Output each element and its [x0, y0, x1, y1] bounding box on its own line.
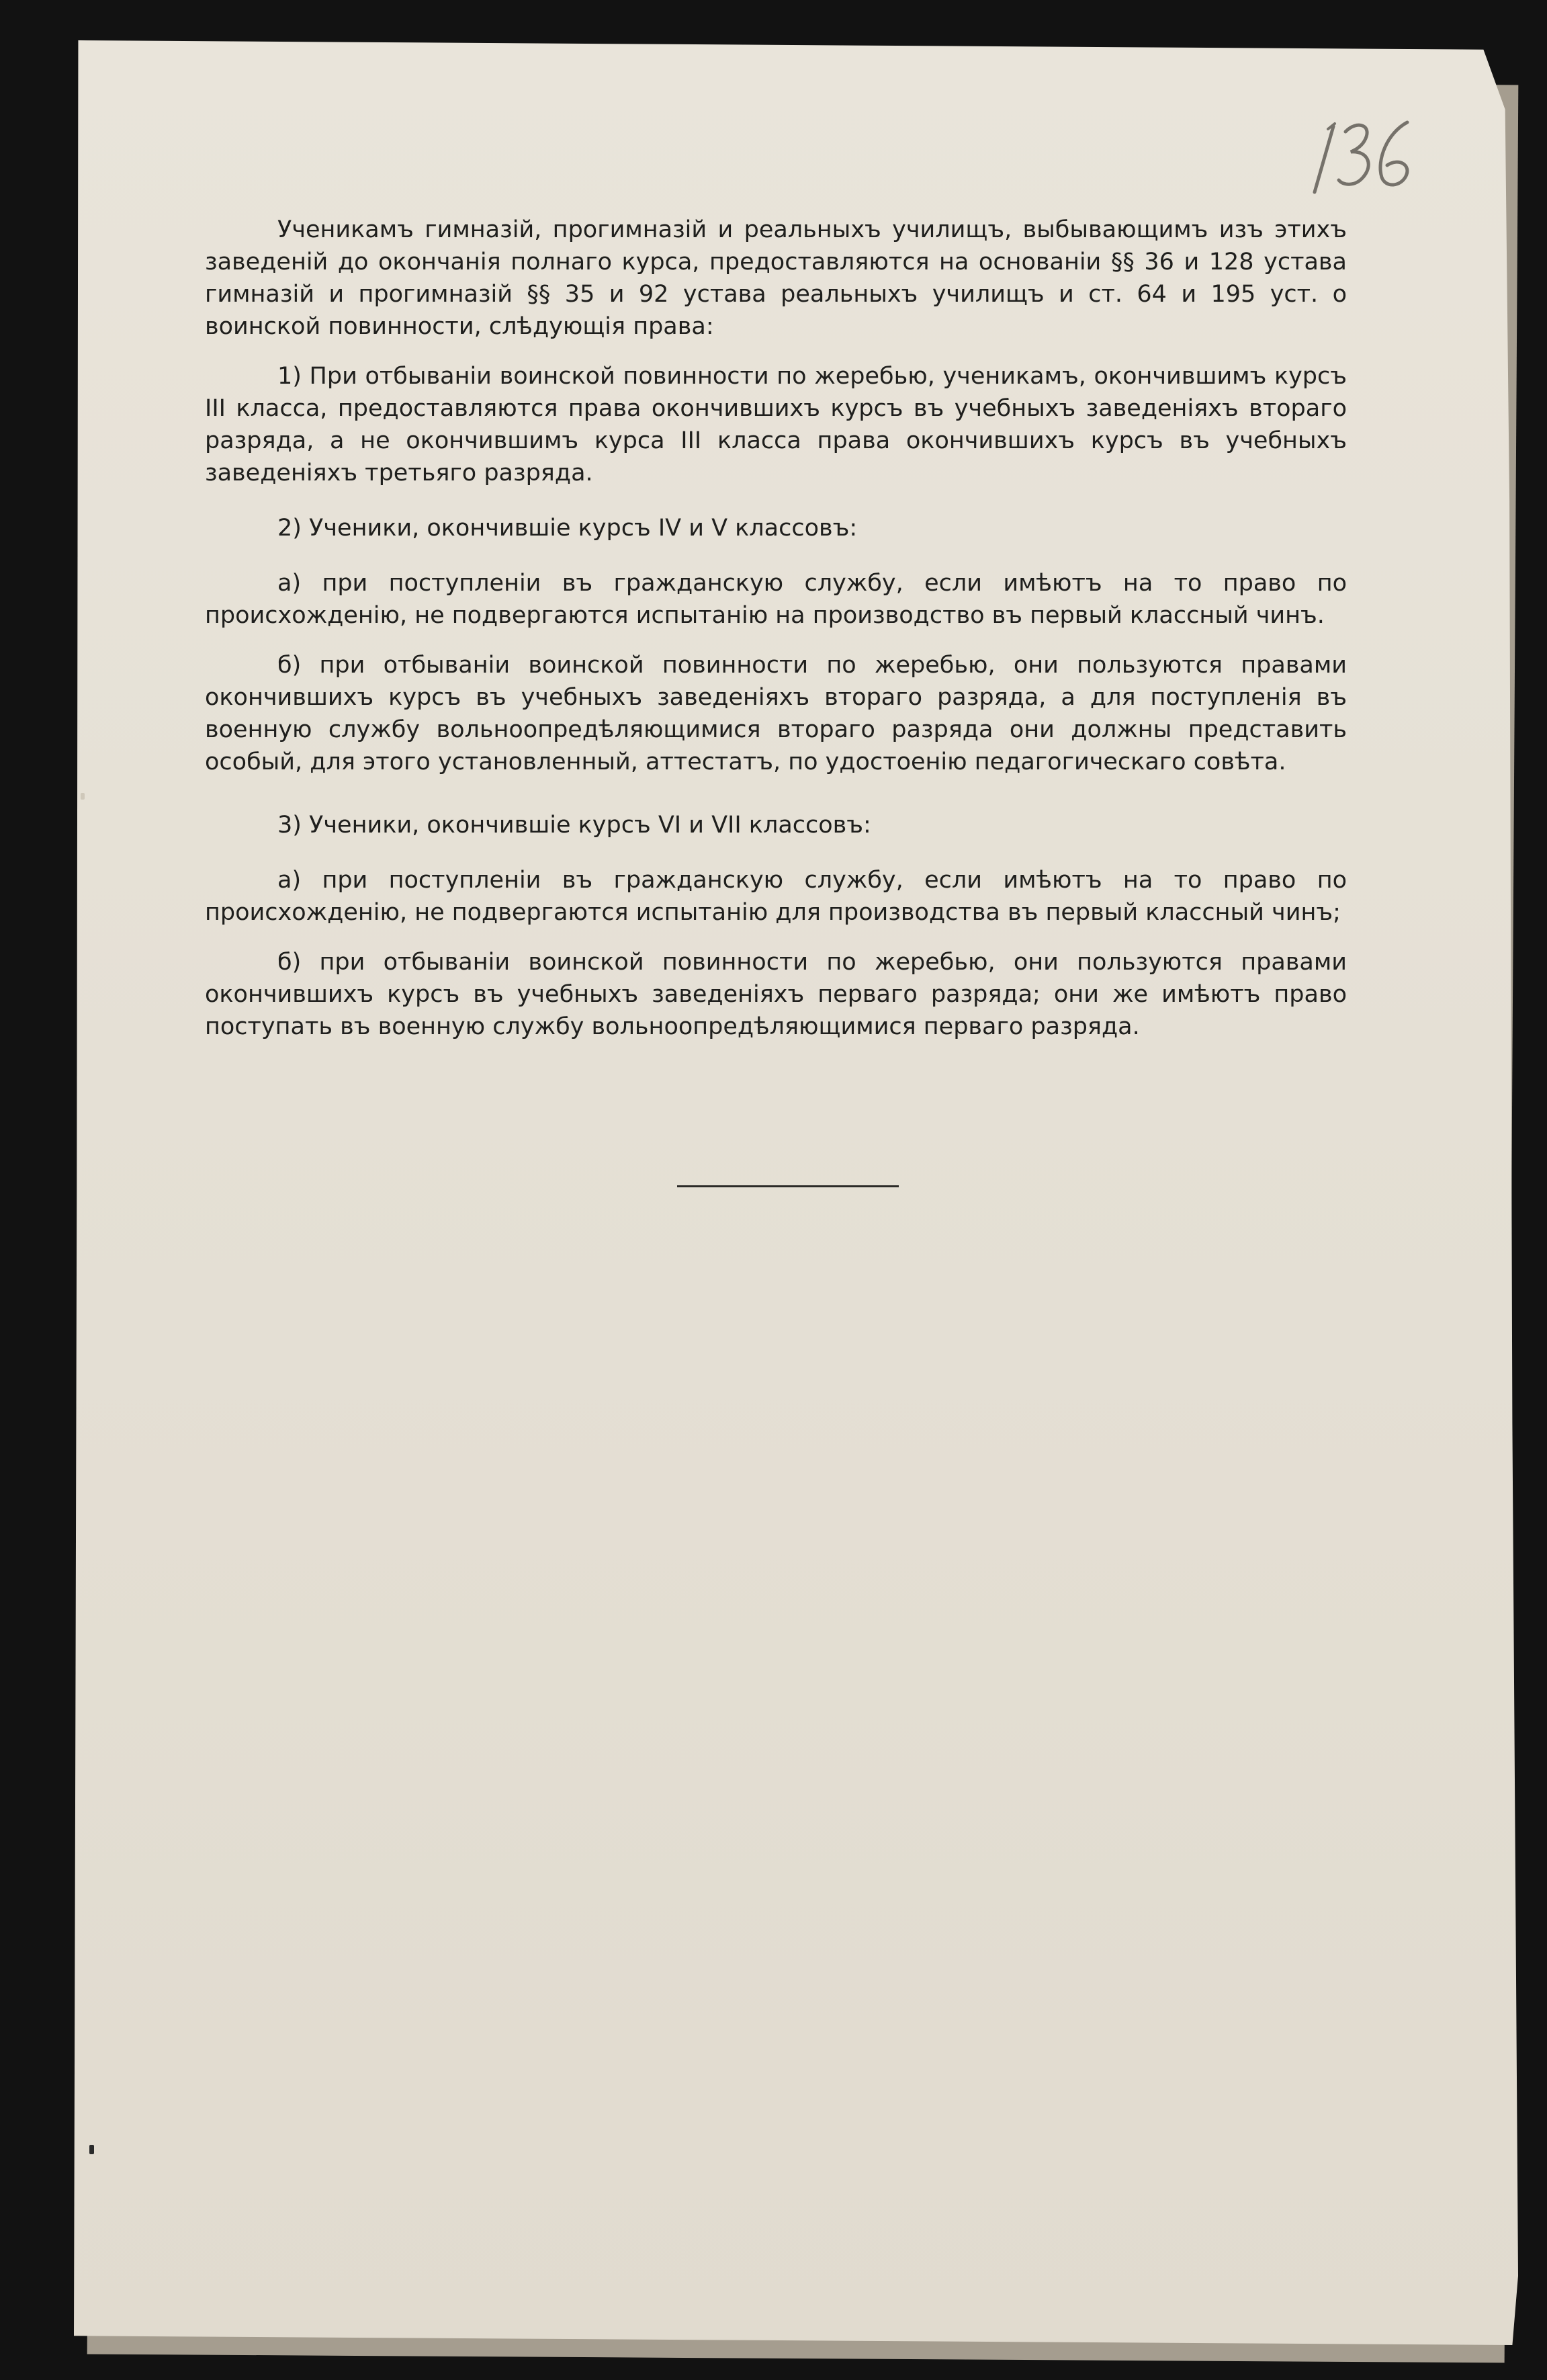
- handwritten-folio-drawing: [1307, 113, 1421, 200]
- closing-rule: [677, 1185, 899, 1187]
- item-3a-paragraph: а) при поступленіи въ гражданскую службу, если имѣютъ на то право по происхожденію, не подвергаются испытанію для производства въ первый классный чинъ;: [205, 867, 1347, 926]
- item-2a-paragraph: а) при поступленіи въ гражданскую службу, если имѣютъ на то право по происхожденію, не подвергаются испытанію на производство въ первый классный чинъ.: [205, 570, 1347, 629]
- paper-speck: [89, 2145, 94, 2154]
- item-1-paragraph: 1) При отбываніи воинской повинности по жеребью, ученикамъ, окончившимъ курсъ III класса, предоставляются права окончившихъ курсъ въ учебныхъ заведеніяхъ втораго разряда, а не окончившимъ курса III класса права окончившихъ курсъ въ учебныхъ заведеніяхъ третьяго разряда.: [205, 363, 1347, 486]
- intro-paragraph: Ученикамъ гимназій, прогимназій и реальныхъ училищъ, выбывающимъ изъ этихъ заведеній до окончанія полнаго курса, предоставляются на основаніи §§ 36 и 128 устава гимназій и прогимназій §§ 35 и 92 устава реальныхъ училищъ и ст. 64 и 195 уст. о воинской повинности, слѣдующія права:: [205, 216, 1347, 340]
- handwritten-folio-number: [1307, 113, 1421, 200]
- item-3b-paragraph: б) при отбываніи воинской повинности по жеребью, они пользуются правами окончившихъ курсъ въ учебныхъ заведеніяхъ перваго разряда; они же имѣютъ право поступать въ военную службу вольноопредѣляющимися перваго разряда.: [205, 949, 1347, 1040]
- document-body: [205, 214, 1347, 1043]
- item-3-heading: 3) Ученики, окончившіе курсъ VI и VII классовъ:: [277, 812, 871, 839]
- paper-speck: [81, 793, 85, 800]
- item-2-heading: 2) Ученики, окончившіе курсъ IV и V классовъ:: [277, 515, 858, 542]
- item-2b-paragraph: б) при отбываніи воинской повинности по жеребью, они пользуются правами окончившихъ курсъ въ учебныхъ заведеніяхъ втораго разряда, а для поступленія въ военную службу вольноопредѣляющимися втораго разряда они должны представить особый, для этого установленный, аттестатъ, по удостоенію педагогическаго совѣта.: [205, 652, 1347, 775]
